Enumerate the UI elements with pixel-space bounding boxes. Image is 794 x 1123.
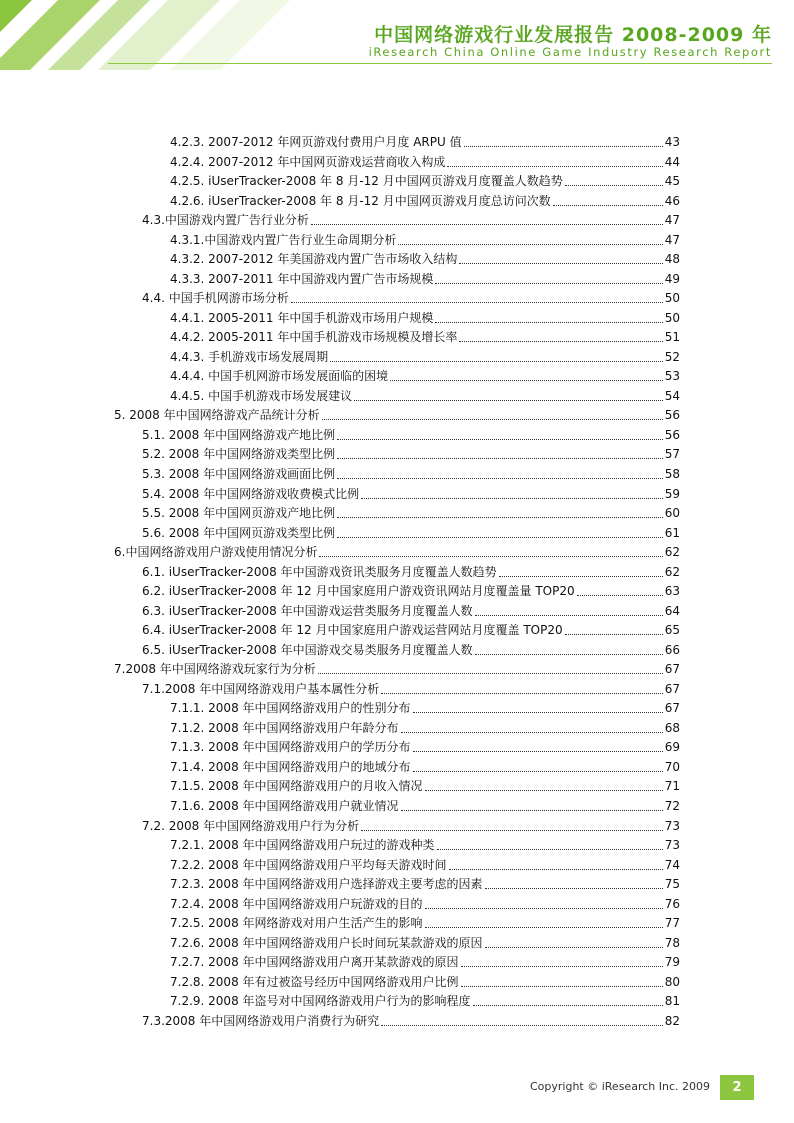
toc-entry[interactable] xyxy=(170,133,680,152)
toc-entry-page: 66 xyxy=(664,642,680,657)
toc-entry-title: 5.4. 2008 年中国网络游戏收费模式比例 xyxy=(142,486,360,501)
toc-dot-leader xyxy=(401,732,663,733)
toc-entry-title: 7.1.5. 2008 年中国网络游戏用户的月收入情况 xyxy=(170,779,423,794)
toc-dot-leader xyxy=(447,166,663,167)
toc-entry-title: 5.6. 2008 年中国网页游戏类型比例 xyxy=(142,525,336,540)
toc-entry-page: 73 xyxy=(664,838,680,853)
toc-dot-leader xyxy=(475,615,663,616)
toc-entry[interactable] xyxy=(142,211,680,230)
toc-entry-page: 81 xyxy=(664,994,680,1009)
toc-entry-page: 63 xyxy=(664,584,680,599)
toc-entry-title: 4.4. 中国手机网游市场分析 xyxy=(142,291,289,306)
toc-dot-leader xyxy=(413,771,663,772)
toc-dot-leader xyxy=(459,341,663,342)
toc-entry[interactable] xyxy=(170,973,680,992)
toc-entry-title: 6.4. iUserTracker-2008 年 12 月中国家庭用户游戏运营网站月度覆盖 TOP20 xyxy=(142,623,563,638)
toc-entry-title: 4.3.3. 2007-2011 年中国游戏内置广告市场规模 xyxy=(170,271,434,286)
toc-entry[interactable] xyxy=(142,621,680,640)
toc-dot-leader xyxy=(413,751,663,752)
toc-dot-leader xyxy=(291,302,663,303)
toc-entry[interactable] xyxy=(142,524,680,543)
toc-entry[interactable] xyxy=(170,309,680,328)
toc-entry-page: 53 xyxy=(664,369,680,384)
toc-dot-leader xyxy=(398,244,663,245)
toc-entry-title: 7.3.2008 年中国网络游戏用户消费行为研究 xyxy=(142,1013,380,1028)
toc-entry-title: 4.3.中国游戏内置广告行业分析 xyxy=(142,213,309,228)
toc-entry-title: 5.2. 2008 年中国网络游戏类型比例 xyxy=(142,447,336,462)
toc-entry-title: 4.4.5. 中国手机游戏市场发展建议 xyxy=(170,388,353,403)
toc-dot-leader xyxy=(449,869,663,870)
toc-entry-title: 4.3.1.中国游戏内置广告行业生命周期分析 xyxy=(170,232,397,247)
toc-entry-page: 44 xyxy=(664,154,680,169)
toc-dot-leader xyxy=(425,790,663,791)
toc-dot-leader xyxy=(337,517,663,518)
toc-entry[interactable] xyxy=(142,563,680,582)
toc-entry-page: 73 xyxy=(664,818,680,833)
toc-dot-leader xyxy=(437,849,663,850)
toc-dot-leader xyxy=(337,478,663,479)
toc-entry-title: 4.4.1. 2005-2011 年中国手机游戏市场用户规模 xyxy=(170,310,434,325)
toc-dot-leader xyxy=(475,654,663,655)
toc-entry-title: 7.1.2008 年中国网络游戏用户基本属性分析 xyxy=(142,681,380,696)
toc-dot-leader xyxy=(485,947,663,948)
toc-dot-leader xyxy=(435,322,663,323)
toc-entry[interactable] xyxy=(142,641,680,660)
toc-entry[interactable] xyxy=(142,504,680,523)
toc-entry[interactable] xyxy=(170,797,680,816)
toc-entry-page: 56 xyxy=(664,408,680,423)
toc-entry[interactable] xyxy=(170,153,680,172)
toc-entry[interactable] xyxy=(114,660,680,679)
toc-entry[interactable] xyxy=(170,836,680,855)
toc-entry-page: 60 xyxy=(664,506,680,521)
toc-dot-leader xyxy=(361,498,663,499)
toc-entry[interactable] xyxy=(142,426,680,445)
toc-entry-page: 48 xyxy=(664,252,680,267)
toc-entry-page: 70 xyxy=(664,759,680,774)
copyright-text: Copyright © iResearch Inc. 2009 xyxy=(529,1080,710,1093)
toc-entry-title: 6.2. iUserTracker-2008 年 12 月中国家庭用户游戏资讯网站月度覆盖量 TOP20 xyxy=(142,584,575,599)
toc-entry-page: 79 xyxy=(664,955,680,970)
toc-dot-leader xyxy=(565,185,663,186)
toc-entry[interactable] xyxy=(170,934,680,953)
toc-dot-leader xyxy=(473,1005,663,1006)
toc-entry-title: 5.1. 2008 年中国网络游戏产地比例 xyxy=(142,427,336,442)
toc-dot-leader xyxy=(401,810,663,811)
toc-entry-title: 4.2.3. 2007-2012 年网页游戏付费用户月度 ARPU 值 xyxy=(170,135,462,149)
report-subtitle: iResearch China Online Game Industry Research Report xyxy=(368,45,772,59)
toc-entry-title: 7.2.3. 2008 年中国网络游戏用户选择游戏主要考虑的因素 xyxy=(170,877,483,892)
toc-entry[interactable] xyxy=(142,602,680,621)
toc-entry[interactable] xyxy=(170,719,680,738)
toc-entry-page: 50 xyxy=(664,291,680,306)
toc-dot-leader xyxy=(337,537,663,538)
toc-entry[interactable] xyxy=(142,1012,680,1031)
toc-entry-title: 7.2.6. 2008 年中国网络游戏用户长时间玩某款游戏的原因 xyxy=(170,935,483,950)
toc-entry-title: 7.2.9. 2008 年盗号对中国网络游戏用户行为的影响程度 xyxy=(170,994,471,1009)
toc-entry-page: 56 xyxy=(664,427,680,442)
toc-entry-page: 43 xyxy=(664,135,680,149)
toc-entry-page: 47 xyxy=(664,213,680,228)
toc-entry-title: 5.3. 2008 年中国网络游戏画面比例 xyxy=(142,467,336,481)
toc-entry-title: 6.1. iUserTracker-2008 年中国游戏资讯类服务月度覆盖人数趋势 xyxy=(142,564,497,579)
toc-dot-leader xyxy=(425,908,663,909)
toc-dot-leader xyxy=(461,966,663,967)
toc-entry[interactable] xyxy=(170,856,680,875)
toc-entry[interactable] xyxy=(114,406,680,425)
toc-entry[interactable] xyxy=(170,758,680,777)
toc-dot-leader xyxy=(464,146,663,147)
toc-entry[interactable] xyxy=(114,543,680,562)
toc-entry-page: 78 xyxy=(664,935,680,950)
corner-stripes-decoration xyxy=(0,0,330,70)
toc-entry[interactable] xyxy=(142,445,680,464)
toc-entry[interactable] xyxy=(170,367,680,386)
toc-entry-title: 7.2.7. 2008 年中国网络游戏用户离开某款游戏的原因 xyxy=(170,955,459,970)
toc-entry-page: 59 xyxy=(664,486,680,501)
toc-dot-leader xyxy=(499,576,663,577)
toc-entry-page: 45 xyxy=(664,174,680,189)
toc-entry-page: 51 xyxy=(664,330,680,345)
toc-entry-page: 46 xyxy=(664,193,680,208)
toc-entry-page: 68 xyxy=(664,720,680,735)
toc-entry-page: 58 xyxy=(664,467,680,481)
toc-dot-leader xyxy=(361,830,663,831)
toc-entry-page: 67 xyxy=(664,681,680,696)
toc-entry[interactable] xyxy=(170,231,680,250)
toc-entry[interactable] xyxy=(170,914,680,933)
toc-entry-title: 4.4.2. 2005-2011 年中国手机游戏市场规模及增长率 xyxy=(170,330,458,345)
toc-entry-title: 7.2.1. 2008 年中国网络游戏用户玩过的游戏种类 xyxy=(170,838,435,853)
toc-dot-leader xyxy=(381,693,663,694)
toc-dot-leader xyxy=(318,673,663,674)
toc-entry-title: 7.2. 2008 年中国网络游戏用户行为分析 xyxy=(142,818,360,833)
toc-dot-leader xyxy=(553,205,663,206)
toc-dot-leader xyxy=(381,1025,663,1026)
toc-dot-leader xyxy=(413,712,663,713)
report-title: 中国网络游戏行业发展报告 2008-2009 年 xyxy=(374,24,772,46)
toc-entry-page: 50 xyxy=(664,310,680,325)
toc-entry[interactable] xyxy=(170,777,680,796)
toc-entry-title: 7.1.3. 2008 年中国网络游戏用户的学历分布 xyxy=(170,740,411,755)
toc-entry-page: 67 xyxy=(664,701,680,716)
toc-entry-page: 76 xyxy=(664,896,680,911)
toc-entry[interactable] xyxy=(170,738,680,757)
toc-entry-page: 54 xyxy=(664,388,680,403)
toc-entry[interactable] xyxy=(142,289,680,308)
toc-entry-title: 4.4.3. 手机游戏市场发展周期 xyxy=(170,349,329,364)
toc-entry[interactable] xyxy=(170,953,680,972)
toc-entry-title: 4.4.4. 中国手机网游市场发展面临的困境 xyxy=(170,369,389,384)
toc-entry-page: 62 xyxy=(664,564,680,579)
toc-dot-leader xyxy=(311,224,663,225)
toc-entry-page: 69 xyxy=(664,740,680,755)
toc-entry-title: 5.5. 2008 年中国网页游戏产地比例 xyxy=(142,506,336,521)
toc-entry[interactable] xyxy=(170,328,680,347)
toc-entry[interactable] xyxy=(142,817,680,836)
toc-entry-page: 72 xyxy=(664,799,680,814)
toc-entry[interactable] xyxy=(142,680,680,699)
toc-entry[interactable] xyxy=(170,387,680,406)
toc-entry-title: 4.2.5. iUserTracker-2008 年 8 月-12 月中国网页游戏月度覆盖人数趋势 xyxy=(170,174,563,189)
toc-entry-title: 7.2.8. 2008 年有过被盗号经历中国网络游戏用户比例 xyxy=(170,974,459,989)
header-divider xyxy=(108,63,772,64)
toc-entry-title: 5. 2008 年中国网络游戏产品统计分析 xyxy=(114,408,320,423)
toc-entry-title: 4.3.2. 2007-2012 年美国游戏内置广告市场收入结构 xyxy=(170,252,458,267)
toc-entry[interactable] xyxy=(170,172,680,191)
toc-entry-title: 6.3. iUserTracker-2008 年中国游戏运营类服务月度覆盖人数 xyxy=(142,603,473,618)
toc-dot-leader xyxy=(565,634,663,635)
toc-entry-page: 52 xyxy=(664,349,680,364)
toc-dot-leader xyxy=(337,458,663,459)
toc-entry-page: 71 xyxy=(664,779,680,794)
toc-entry[interactable] xyxy=(170,348,680,367)
toc-entry[interactable] xyxy=(170,992,680,1011)
toc-dot-leader xyxy=(435,283,663,284)
toc-entry[interactable] xyxy=(142,582,680,601)
toc-entry-title: 6.5. iUserTracker-2008 年中国游戏交易类服务月度覆盖人数 xyxy=(142,642,473,657)
toc-entry-title: 4.2.4. 2007-2012 年中国网页游戏运营商收入构成 xyxy=(170,154,446,169)
toc-entry[interactable] xyxy=(170,192,680,211)
toc-dot-leader xyxy=(319,556,663,557)
toc-dot-leader xyxy=(330,361,663,362)
toc-entry-page: 74 xyxy=(664,857,680,872)
toc-entry-title: 7.2.4. 2008 年中国网络游戏用户玩游戏的目的 xyxy=(170,896,423,911)
toc-dot-leader xyxy=(461,986,663,987)
toc-entry[interactable] xyxy=(170,895,680,914)
toc-entry[interactable] xyxy=(142,465,680,484)
toc-entry-title: 4.2.6. iUserTracker-2008 年 8 月-12 月中国网页游戏月度总访问次数 xyxy=(170,193,551,208)
toc-dot-leader xyxy=(354,400,663,401)
toc-entry-page: 67 xyxy=(664,662,680,677)
toc-entry-title: 6.中国网络游戏用户游戏使用情况分析 xyxy=(114,545,318,560)
toc-dot-leader xyxy=(322,419,663,420)
toc-dot-leader xyxy=(337,439,663,440)
toc-entry-page: 49 xyxy=(664,271,680,286)
toc-entry[interactable] xyxy=(142,485,680,504)
toc-entry-title: 7.2008 年中国网络游戏玩家行为分析 xyxy=(114,662,316,677)
toc-entry-title: 7.1.2. 2008 年中国网络游戏用户年龄分布 xyxy=(170,720,399,735)
toc-entry[interactable] xyxy=(170,875,680,894)
toc-entry-page: 65 xyxy=(664,623,680,638)
toc-entry-page: 57 xyxy=(664,447,680,462)
toc-entry-title: 7.1.4. 2008 年中国网络游戏用户的地域分布 xyxy=(170,759,411,774)
toc-entry-title: 7.1.6. 2008 年中国网络游戏用户就业情况 xyxy=(170,799,399,814)
toc-entry[interactable] xyxy=(170,270,680,289)
toc-entry-title: 7.2.5. 2008 年网络游戏对用户生活产生的影响 xyxy=(170,916,423,931)
toc-dot-leader xyxy=(485,888,663,889)
toc-dot-leader xyxy=(459,263,663,264)
toc-entry-title: 7.1.1. 2008 年中国网络游戏用户的性别分布 xyxy=(170,701,411,716)
toc-entry[interactable] xyxy=(170,250,680,269)
toc-dot-leader xyxy=(577,595,663,596)
toc-entry-page: 75 xyxy=(664,877,680,892)
toc-entry-page: 64 xyxy=(664,603,680,618)
toc-entry-page: 62 xyxy=(664,545,680,560)
toc-entry-page: 82 xyxy=(664,1013,680,1028)
toc-entry[interactable] xyxy=(170,699,680,718)
toc-dot-leader xyxy=(425,927,663,928)
page-number-badge: 2 xyxy=(720,1075,754,1100)
toc-entry-page: 61 xyxy=(664,525,680,540)
toc-entry-page: 47 xyxy=(664,232,680,247)
toc-dot-leader xyxy=(390,380,663,381)
toc-entry-page: 77 xyxy=(664,916,680,931)
toc-entry-page: 80 xyxy=(664,974,680,989)
toc-entry-title: 7.2.2. 2008 年中国网络游戏用户平均每天游戏时间 xyxy=(170,857,447,872)
